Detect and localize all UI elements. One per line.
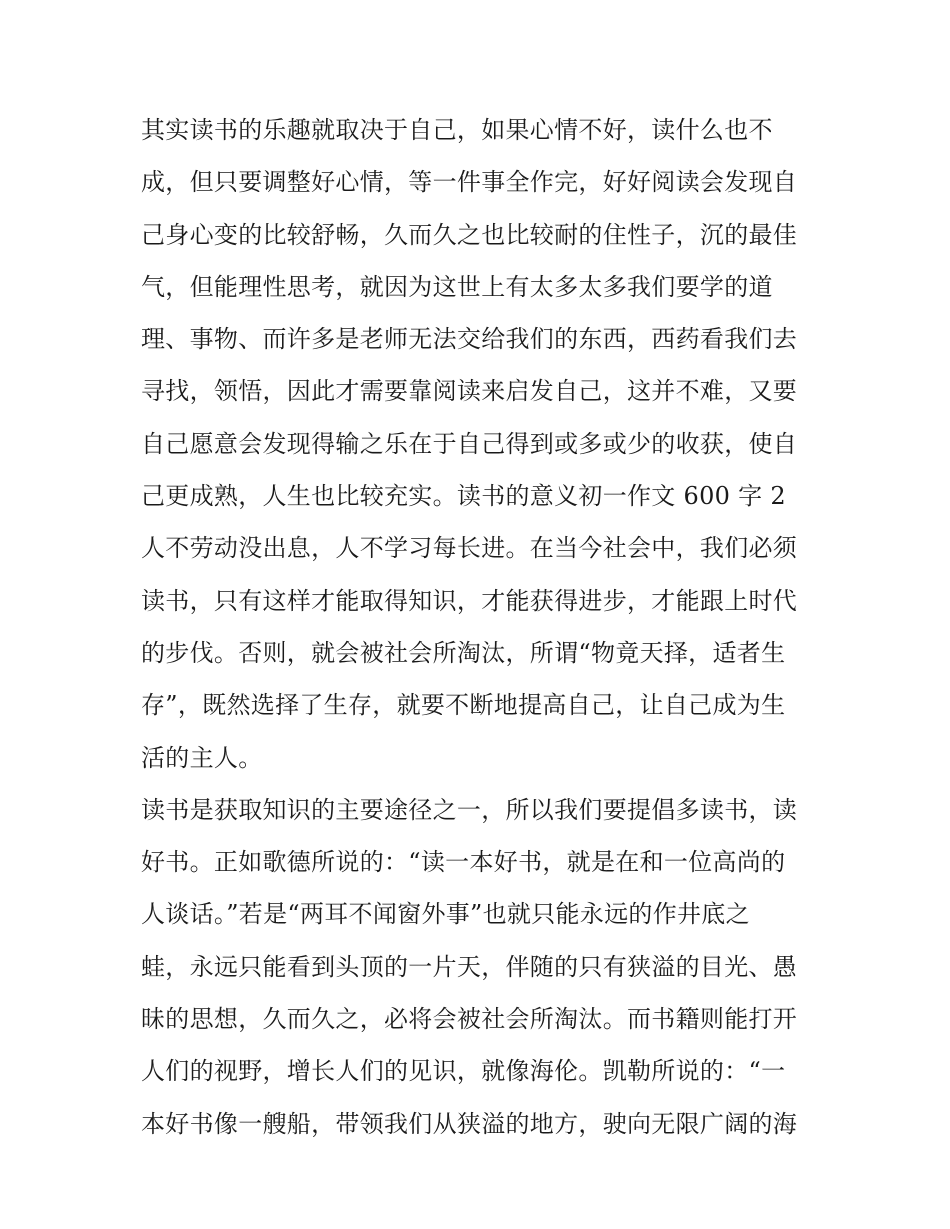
text-line: 活的主人。 [141,743,263,772]
text-line: 己更成熟，人生也比较充实。读书的意义初一作文 600 字 2 [141,482,786,511]
text-line: 读书是获取知识的主要途径之一，所以我们要提倡多读书，读 [141,795,798,824]
text-line: 理、事物、而许多是老师无法交给我们的东西，西药看我们去 [141,325,798,354]
essay-text [141,108,821,1154]
text-line: 寻找，领悟，因此才需要靠阅读来启发自己，这并不难，又要 [141,377,798,406]
text-line: 人们的视野，增长人们的见识，就像海伦。凯勒所说的：“一 [141,1057,786,1086]
text-line: 己身心变的比较舒畅，久而久之也比较耐的住性子，沉的最佳 [141,220,798,249]
text-line: 昧的思想，久而久之，必将会被社会所淘汰。而书籍则能打开 [141,1005,798,1034]
text-line: 其实读书的乐趣就取决于自己，如果心情不好，读什么也不 [141,116,773,144]
text-line: 自己愿意会发现得输之乐在于自己得到或多或少的收获，使自 [141,429,798,458]
text-line: 气，但能理性思考，就因为这世上有太多太多我们要学的道 [141,272,773,301]
text-line: 的步伐。否则，就会被社会所淘汰，所谓“物竟天择，适者生 [141,638,786,667]
text-line: 存”，既然选择了生存，就要不断地提高自己，让自己成为生 [141,691,786,720]
text-line: 好书。正如歌德所说的：“读一本好书，就是在和一位高尚的 [141,848,786,877]
text-line: 读书，只有这样才能取得知识，才能获得进步，才能跟上时代 [141,586,798,615]
text-line: 蛙，永远只能看到头顶的一片天，伴随的只有狭溢的目光、愚 [141,952,798,981]
text-line: 本好书像一艘船，带领我们从狭溢的地方，驶向无限广阔的海 [141,1109,798,1138]
text-line: 人不劳动没出息，人不学习每长进。在当今社会中，我们必须 [141,534,798,563]
text-line: 成，但只要调整好心情，等一件事全作完，好好阅读会发现自 [141,168,798,197]
text-line: 人谈话。”若是“两耳不闻窗外事”也就只能永远的作井底之 [141,900,750,929]
